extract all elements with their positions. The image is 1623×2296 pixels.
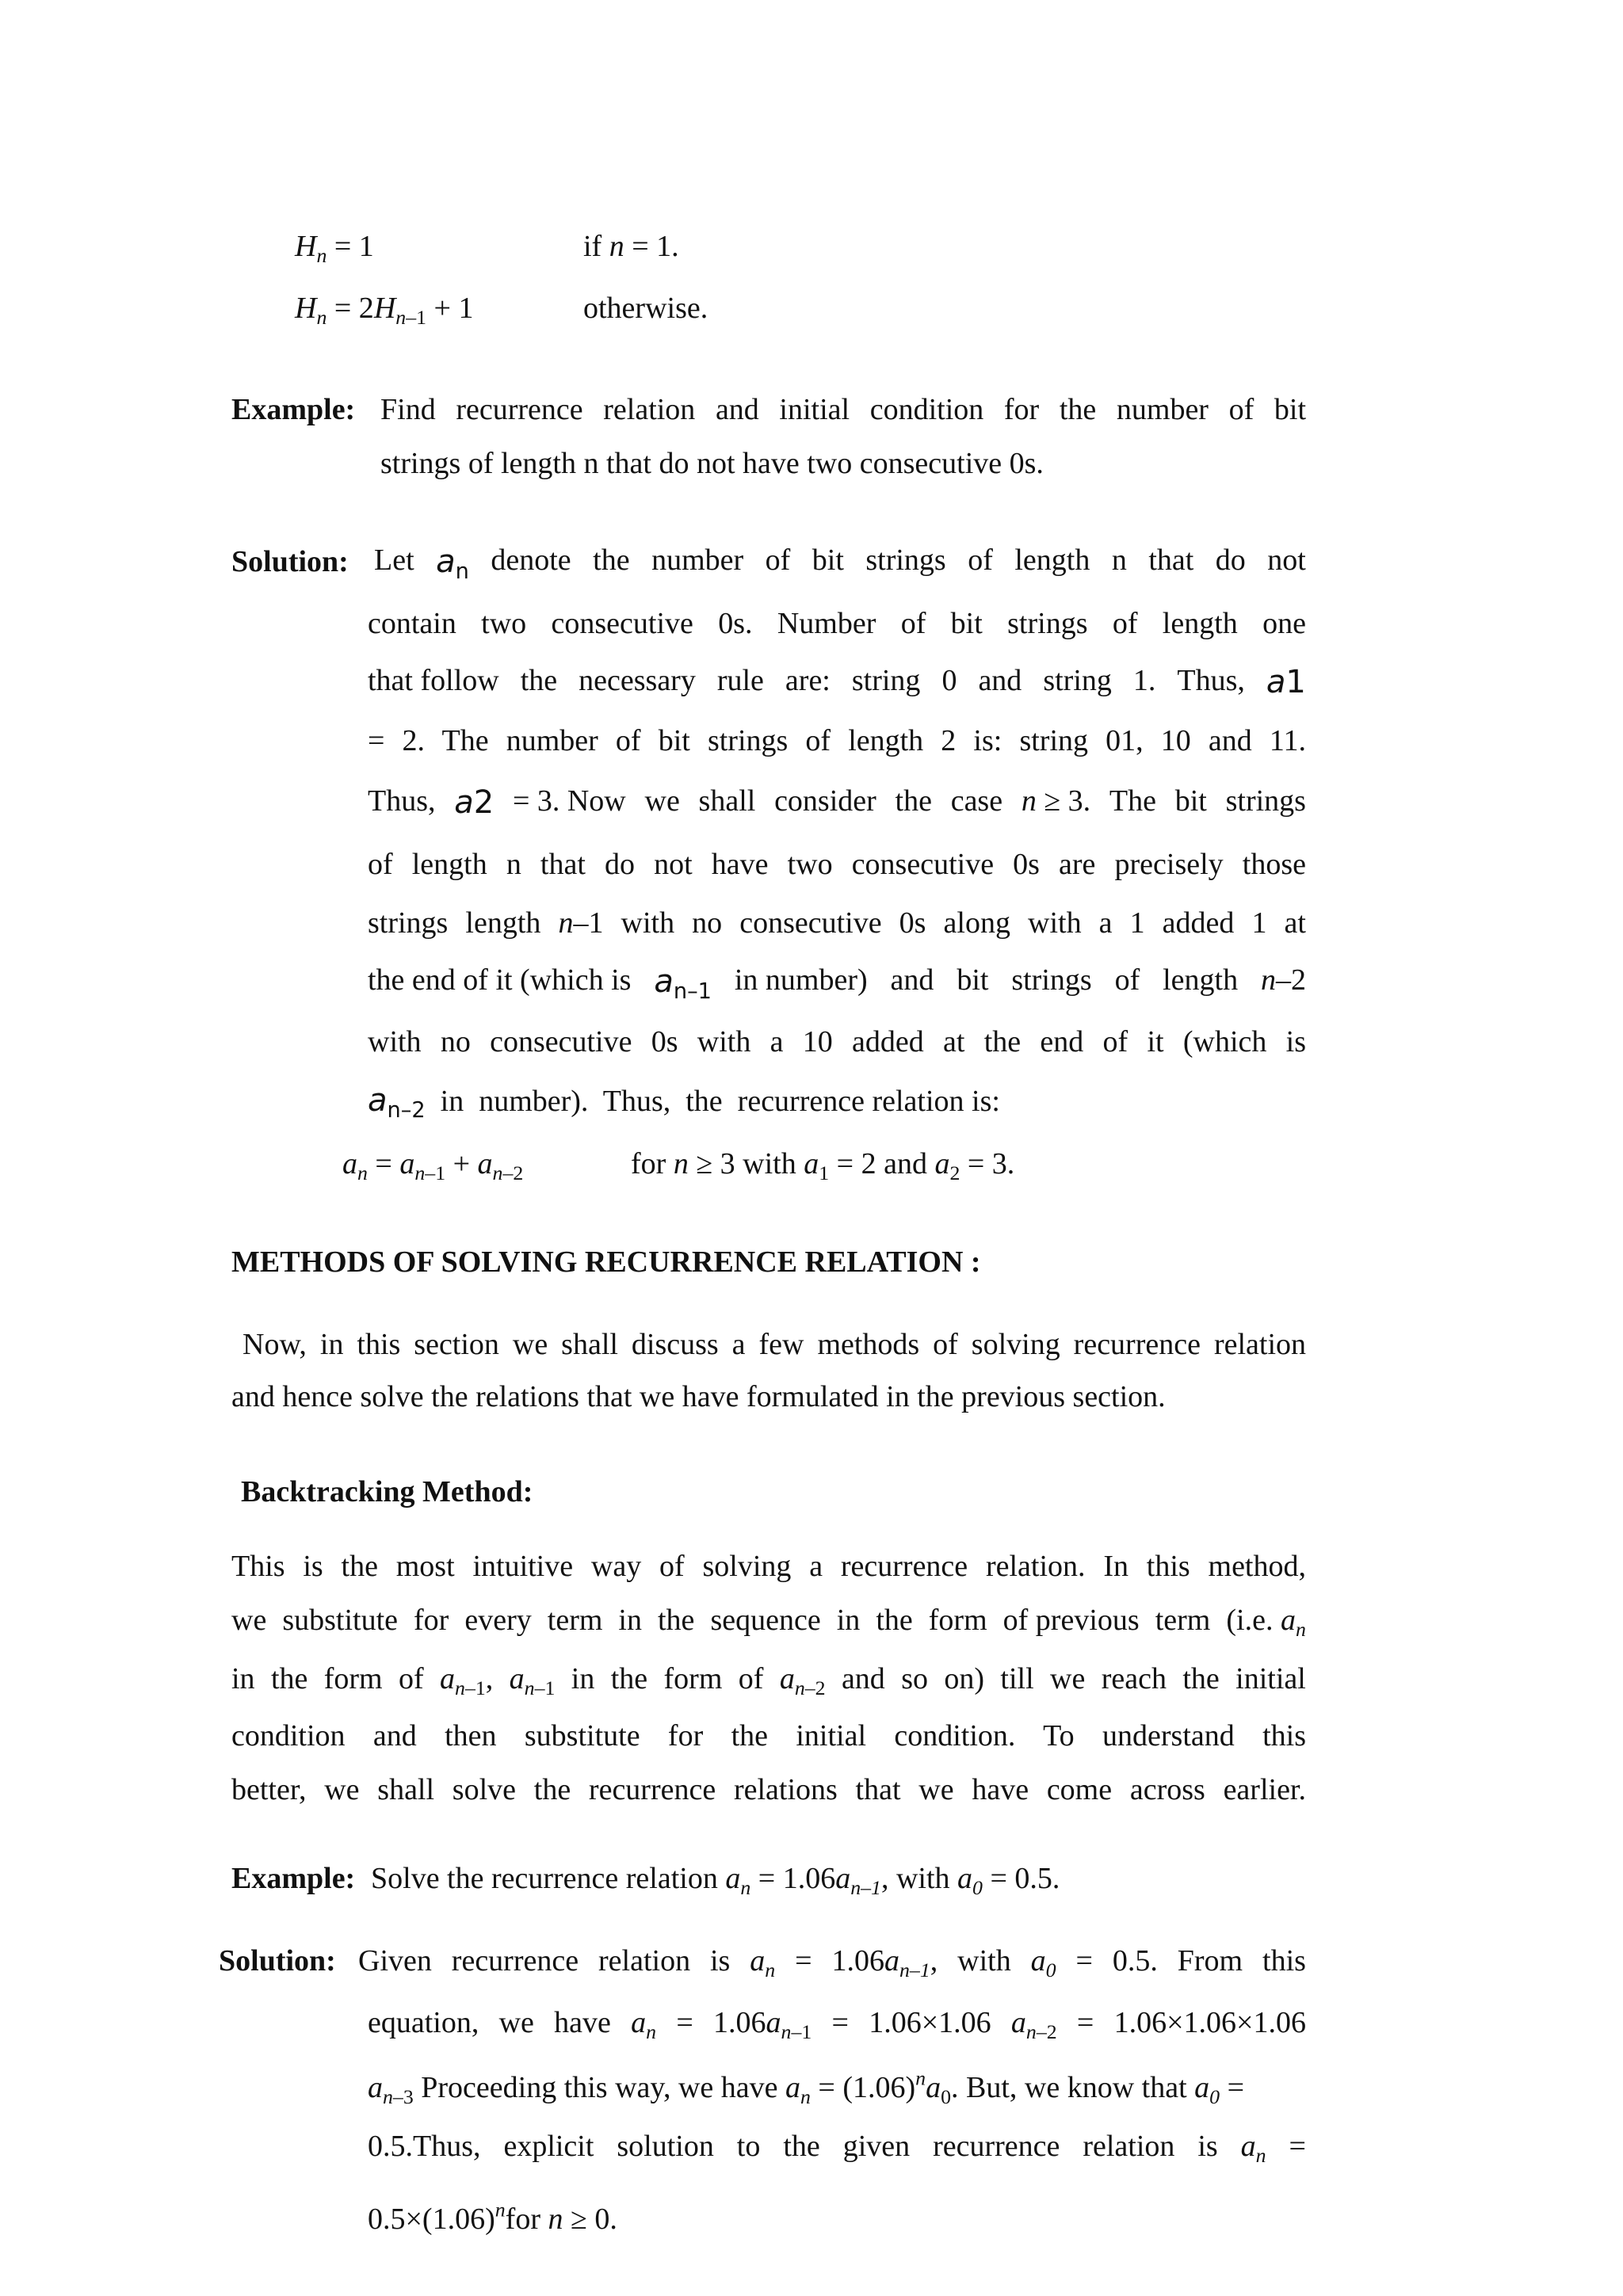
- solution2-line2: equation, we have $a_n$ = $1.06a_{n-1}$ = 1.06×1.06 $a_{n-2}$ = 1.06×1.06×1.06: [368, 2006, 1306, 2043]
- solution1-line7: strings length n–1 with no consecutive 0s along with a 1 added 1 at: [368, 906, 1306, 940]
- solution2-line1: Given recurrence relation is $a_n$ = $1.06a_{n-1}$, with $a_0$ = 0.5. From this: [358, 1944, 1306, 1981]
- solution1-line5: Thus, a2 = 3. Now we shall consider the case n ≥ 3. The bit strings: [368, 784, 1306, 821]
- methods-intro-line1: Now, in this section we shall discuss a few methods of solving recurrence relation: [242, 1328, 1306, 1361]
- backtracking-heading: Backtracking Method:: [241, 1475, 533, 1508]
- example1-label: Example:: [231, 393, 356, 426]
- solution1-formula-cond: for n ≥ 3 with $a_1 = 2$ and $a_2 = 3$.: [631, 1147, 1015, 1184]
- solution1-line6: of length n that do not have two consecutive 0s are precisely those: [368, 848, 1306, 881]
- solution1-line1: Let $a_n$ denote the number of bit strings of length n that do not: [374, 543, 1306, 585]
- solution1-formula: $a_n = a_{n-1} + a_{n-2}$: [342, 1147, 524, 1184]
- methods-heading: METHODS OF SOLVING RECURRENCE RELATION :: [231, 1245, 981, 1279]
- backtracking-line1: This is the most intuitive way of solving a recurrence relation. In this method,: [231, 1550, 1306, 1583]
- example1-line1: Find recurrence relation and initial condition for the number of bit: [380, 393, 1306, 426]
- solution1-line2: contain two consecutive 0s. Number of bit strings of length one: [368, 607, 1306, 640]
- solution1-label: Solution:: [231, 545, 349, 578]
- backtracking-line2: we substitute for every term in the sequence in the form of previous term (i.e. $a_n$: [231, 1604, 1306, 1641]
- hanoi-row2-cond: otherwise.: [583, 292, 708, 325]
- solution2-line4: 0.5.Thus, explicit solution to the given recurrence relation is $a_n$ =: [368, 2130, 1306, 2167]
- backtracking-line4: condition and then substitute for the initial condition. To understand this: [231, 1719, 1306, 1753]
- hanoi-row1-cond: if n = 1.: [583, 230, 679, 263]
- backtracking-line3: in the form of $a_{n-1}$, $a_{n-1}$ in the form of $a_{n-2}$ and so on) till we reach the initial: [231, 1662, 1306, 1699]
- solution1-line9: with no consecutive 0s with a 10 added at the end of it (which is: [368, 1025, 1306, 1058]
- solution2-line3: $a_{n-3}$ Proceeding this way, we have $a_n = (1.06)^na_0$. But, we know that $a_0$ =: [368, 2066, 1244, 2108]
- hanoi-row1-lhs: $H_n = 1$: [295, 230, 374, 267]
- hanoi-row2-lhs: $H_n = 2H_{n-1} + 1$: [295, 292, 474, 329]
- solution2-line5: $0.5\times(1.06)^nfor$ n ≥ 0.: [368, 2198, 617, 2236]
- solution1-line4: = 2. The number of bit strings of length 2 is: string 01, 10 and 11.: [368, 724, 1306, 757]
- solution2-label: Solution:: [219, 1944, 336, 1978]
- backtracking-line5: better, we shall solve the recurrence relations that we have come across earlier.: [231, 1773, 1306, 1806]
- example2-label: Example:: [231, 1862, 356, 1895]
- methods-intro-line2: and hence solve the relations that we have formulated in the previous section.: [231, 1380, 1166, 1413]
- solution1-line3: that follow the necessary rule are: string 0 and string 1. Thus, a1: [368, 664, 1306, 700]
- example2-text: Solve the recurrence relation $a_n = 1.06a_{n-1}$, with $a_0 = 0.5$.: [371, 1862, 1060, 1899]
- example1-line2: strings of length n that do not have two consecutive 0s.: [380, 447, 1044, 480]
- solution1-line8: the end of it (which is $a_{n-1}$ in number) and bit strings of length n–2: [368, 963, 1306, 1005]
- solution1-line10: $a_{n-2}$ in number). Thus, the recurrence relation is:: [368, 1082, 1000, 1123]
